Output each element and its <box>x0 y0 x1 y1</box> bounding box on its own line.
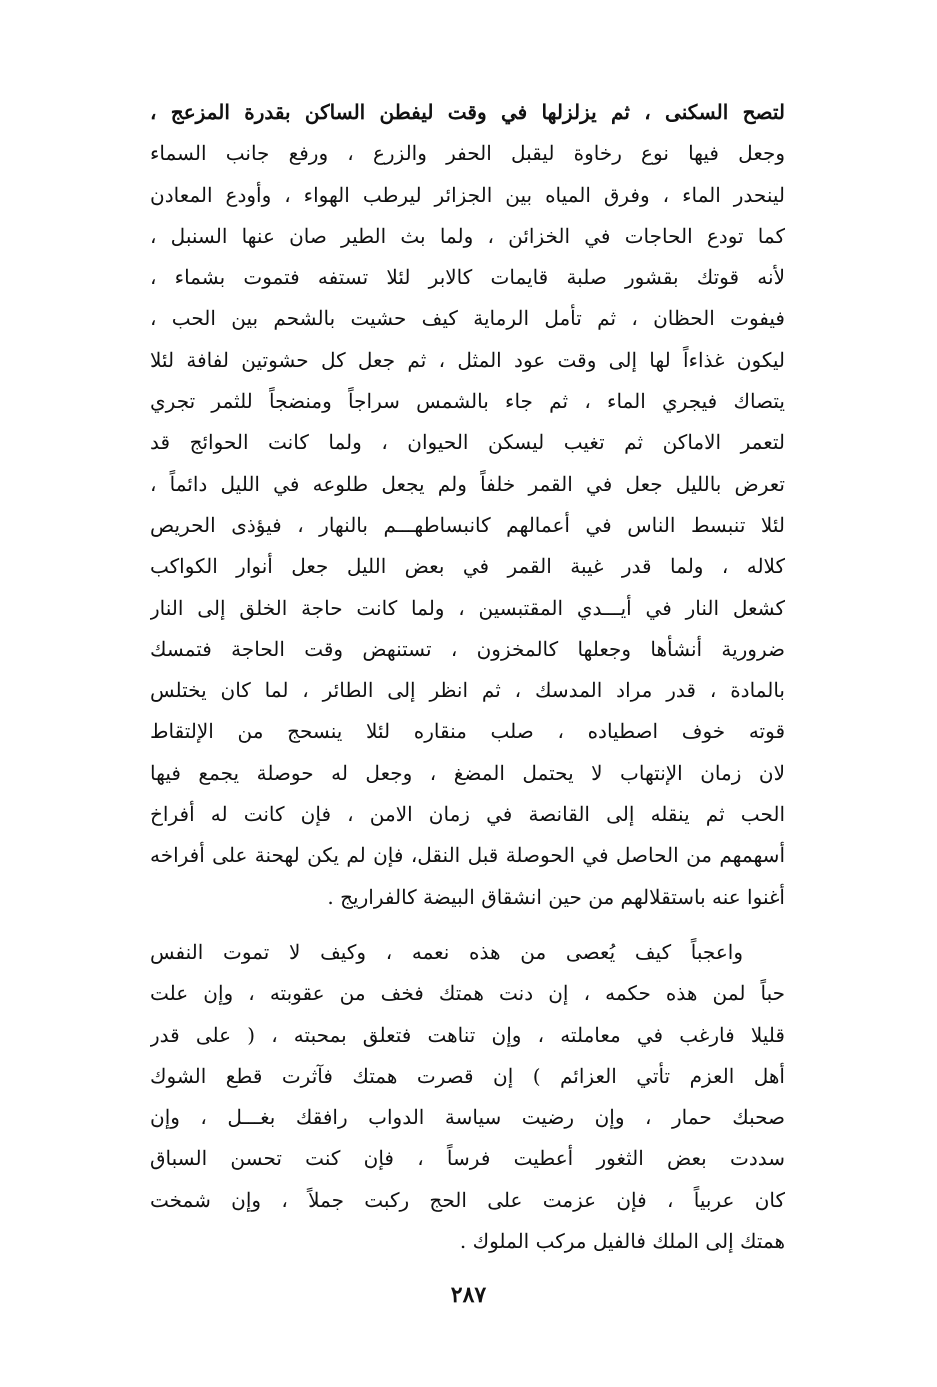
text-line: صحبك حمار ، وإن رضيت سياسة الدواب رافقك بغـــل ، وإن <box>150 1105 785 1130</box>
text-line: لان زمان الإنتهاب لا يحتمل المضغ ، وجعل له حوصلة يجمع فيها <box>150 760 785 785</box>
text-line: لأنه قوتك بقشور صلبة قايمات كالابر لئلا تستفه فتموت بشماء ، <box>150 265 785 290</box>
text-line: قوته خوف اصطياده ، صلب منقاره لئلا ينسحج من الإلتقاط <box>150 719 785 744</box>
text-line: فيفوت الحظان ، ثم تأمل الرماية كيف حشيت بالشحم بين الحب ، <box>150 306 785 331</box>
text-line: لتعمر الاماكن ثم تغيب ليسكن الحيوان ، ولما كانت الحوائج قد <box>150 430 785 455</box>
text-line: لينحدر الماء ، وفرق المياه بين الجزائر ليرطب الهواء ، وأودع المعادن <box>150 182 785 207</box>
text-line: أسهمهم من الحاصل في الحوصلة قبل النقل، فإن لم يكن لهحنة على أفراخه <box>150 843 785 868</box>
text-line: قليلا فارغب في معاملته ، وإن تناهت فتعلق بمحبته ، ( على قدر <box>150 1022 785 1047</box>
text-line: أهل العزم تأتي العزائم ) إن قصرت همتك فآثرت قطع الشوك <box>150 1063 785 1088</box>
text-line: تعرض بالليل جعل في القمر خلفاً ولم يجعل طلوعه في الليل دائماً ، <box>150 471 785 496</box>
text-line: كلاله ، ولما قدر غيبة القمر في بعض الليل جعل أنوار الكواكب <box>150 554 785 579</box>
paragraph-2 <box>150 932 785 1262</box>
page-body <box>150 92 785 1262</box>
text-line: وجعل فيها نوع رخاوة ليقبل الحفر والزرع ، ورفع جانب السماء <box>150 141 785 166</box>
text-line: ليكون غذاءاً لها إلى وقت عود المثل ، ثم جعل كل حشوتين لفافة لئلا <box>150 347 785 372</box>
text-line: لتصح السكنى ، ثم يزلزلها في وقت ليفطن الساكن بقدرة المزعج ، <box>150 100 785 124</box>
text-line: يتصاك فيجري الماء ، ثم جاء بالشمس سراجاً ومنضجاً للثمر تجري <box>150 389 785 414</box>
text-line: واعجباً كيف يُعصى من هذه نعمه ، وكيف لا تموت النفس <box>150 939 743 964</box>
paragraph-gap <box>150 918 785 932</box>
paragraph-1 <box>150 92 785 918</box>
text-line: أغنوا عنه باستقلالهم من حين انشقاق البيضة كالفراريج . <box>327 884 785 909</box>
text-line: لئلا تنبسط الناس في أعمالهم كانبساطهـــم بالنهار ، فيؤذى الحريص <box>150 512 785 537</box>
text-line: بالمادة ، قدر مراد المدسك ، ثم انظر إلى الطائر ، لما كان يختلس <box>150 678 785 703</box>
text-line: كشعل النار في أيـــدي المقتبسين ، ولما كانت حاجة الخلق إلى النار <box>150 595 785 620</box>
text-line: همتك إلى الملك فالفيل مركب الملوك . <box>459 1229 785 1254</box>
text-line: ضرورية أنشأها وجعلها كالمخزون ، تستنهض وقت الحاجة فتمسك <box>150 636 785 661</box>
text-line: سددت بعض الثغور أعطيت فرساً ، فإن كنت تحسن السباق <box>150 1146 785 1171</box>
page-number: ٢٨٧ <box>450 1282 487 1308</box>
text-line: كان عربياً ، فإن عزمت على الحج ركبت جملاً ، وإن شمخت <box>150 1187 785 1212</box>
text-line: كما تودع الحاجات في الخزائن ، ولما بث الطير صان عنها السنبل ، <box>150 223 785 248</box>
text-line: الحب ثم ينقله إلى القانصة في زمان الامن ، فإن كانت له أفراخ <box>150 802 785 827</box>
text-line: حباً لمن هذه حكمه ، إن دنت همتك فخف من عقوبته ، وإن علت <box>150 981 785 1006</box>
